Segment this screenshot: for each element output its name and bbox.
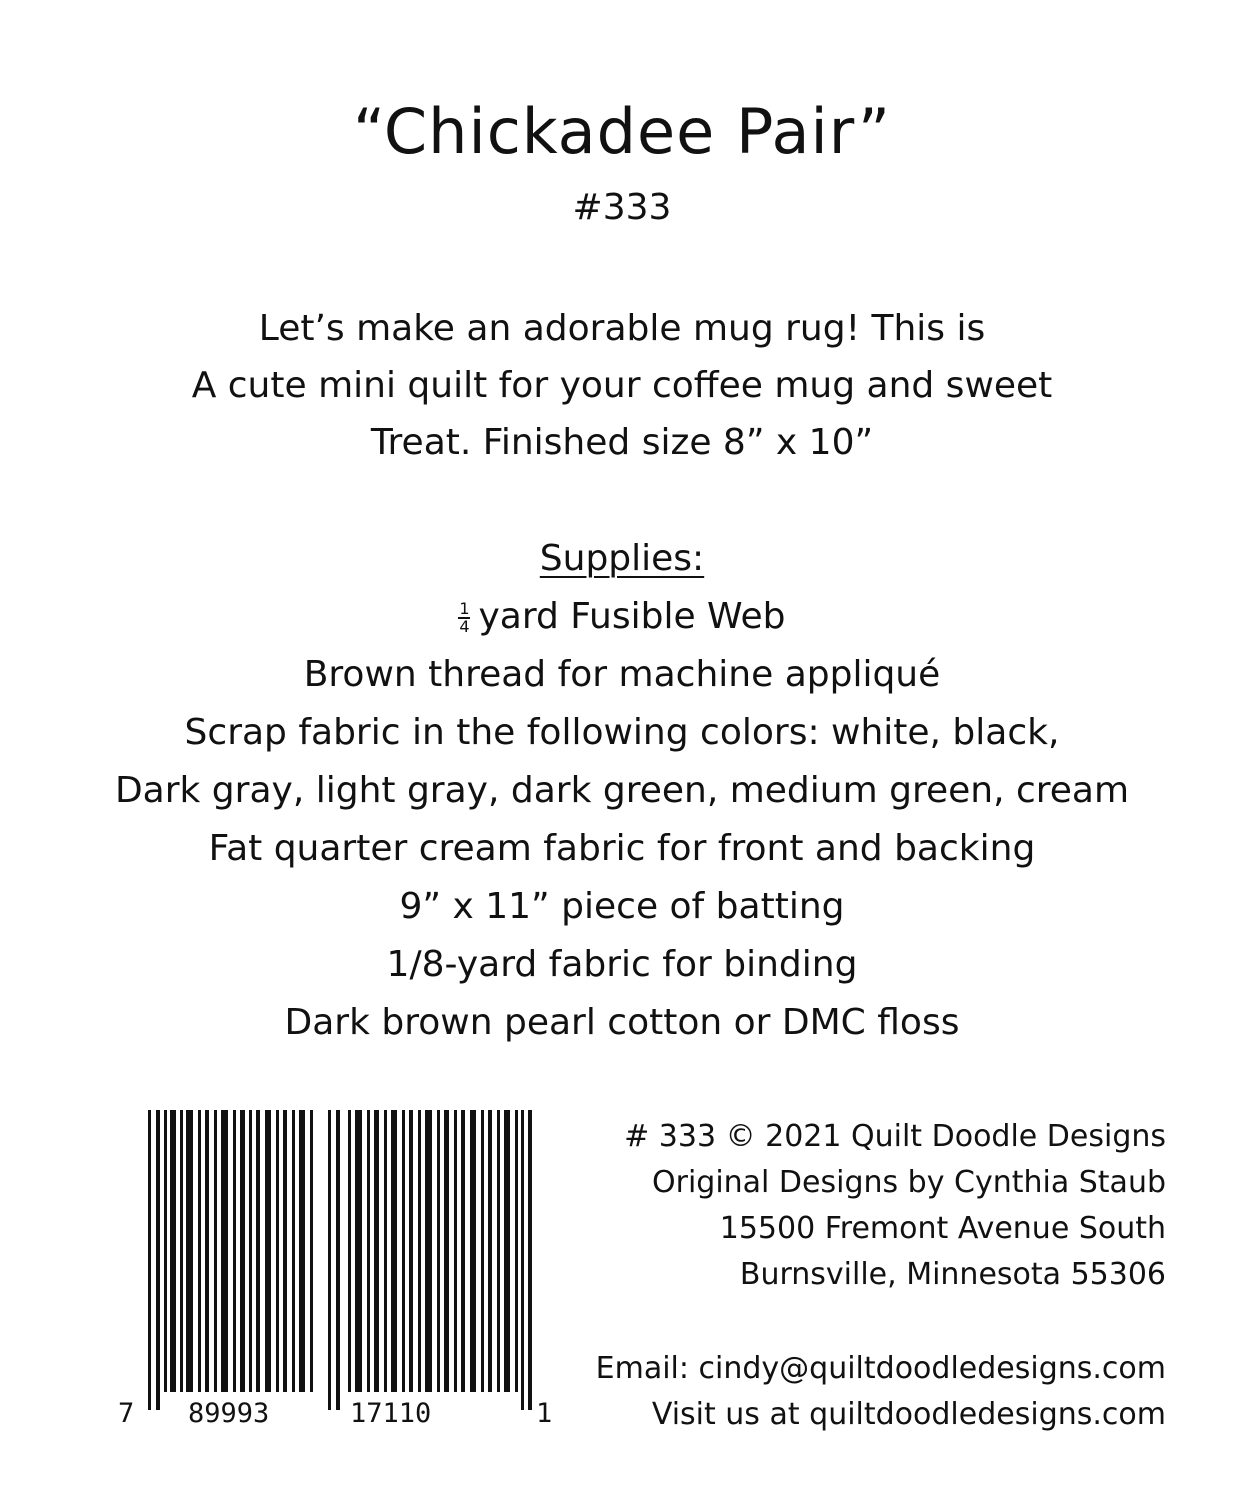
supply-item: [0, 588, 1244, 646]
barcode-guard-bar: [336, 1110, 340, 1410]
pattern-title: “Chickadee Pair”: [352, 95, 891, 168]
supply-item-text: yard Fusible Web: [478, 596, 786, 637]
barcode-digit-group: 89993: [188, 1398, 270, 1429]
supplies-list: [0, 530, 1244, 1052]
barcode-bar: [425, 1110, 432, 1392]
barcode-bar: [418, 1110, 421, 1392]
quarter-fraction: [458, 601, 470, 635]
barcode-bar: [461, 1110, 465, 1392]
barcode-bar: [198, 1110, 201, 1392]
barcode-bar: [164, 1110, 167, 1392]
publisher-line: Burnsville, Minnesota 55306: [739, 1257, 1166, 1292]
pattern-number: #333: [572, 187, 672, 228]
barcode-guard-bar: [521, 1110, 524, 1410]
barcode-bar: [409, 1110, 413, 1392]
barcode-digit-group: 1: [536, 1398, 553, 1429]
barcode-bar: [249, 1110, 252, 1392]
barcode-bar: [488, 1110, 492, 1392]
barcode-bar: [355, 1110, 362, 1392]
barcode-bar: [265, 1110, 271, 1392]
barcode-bar: [256, 1110, 260, 1392]
barcode-bar: [221, 1110, 228, 1392]
barcode-bar: [310, 1110, 313, 1392]
barcode-bars: [148, 1110, 532, 1410]
barcode-bar: [240, 1110, 245, 1392]
supply-item: Scrap fabric in the following colors: white, black,: [184, 712, 1060, 753]
barcode: [118, 1110, 558, 1432]
supply-item: 1/8-yard fabric for binding: [386, 944, 858, 985]
barcode-bar: [292, 1110, 295, 1392]
barcode-bar: [180, 1110, 183, 1392]
barcode-bar: [470, 1110, 476, 1392]
fraction-denominator: 4: [459, 617, 470, 636]
barcode-bar: [283, 1110, 287, 1392]
supply-item: 9” x 11” piece of batting: [399, 886, 845, 927]
barcode-bar: [402, 1110, 405, 1392]
barcode-digits: [118, 1398, 552, 1429]
publisher-line: # 333 © 2021 Quilt Doodle Designs: [624, 1119, 1166, 1154]
barcode-bar: [437, 1110, 440, 1392]
barcode-bar: [374, 1110, 379, 1392]
barcode-bar: [481, 1110, 484, 1392]
email-line: Email: cindy@quiltdoodledesigns.com: [595, 1351, 1166, 1386]
supply-item: Fat quarter cream fabric for front and backing: [208, 828, 1036, 869]
barcode-guard-bar: [156, 1110, 160, 1410]
supply-item: Dark brown pearl cotton or DMC floss: [284, 1002, 960, 1043]
publisher-info: [546, 1114, 1166, 1298]
supply-item: Dark gray, light gray, dark green, medium green, cream: [114, 770, 1130, 811]
barcode-digit-group: 17110: [350, 1398, 432, 1429]
barcode-bar: [515, 1110, 518, 1392]
publisher-line: 15500 Fremont Avenue South: [719, 1211, 1166, 1246]
barcode-bar: [504, 1110, 510, 1392]
barcode-bar: [205, 1110, 209, 1392]
barcode-bar: [454, 1110, 457, 1392]
supplies-heading: Supplies:: [539, 538, 705, 579]
description-line: Let’s make an adorable mug rug! This is: [258, 308, 986, 349]
description-line: Treat. Finished size 8” x 10”: [370, 422, 874, 463]
barcode-bar: [391, 1110, 397, 1392]
barcode-bar: [276, 1110, 279, 1392]
barcode-bar: [299, 1110, 305, 1392]
barcode-graphic: [118, 1110, 558, 1432]
barcode-bar: [348, 1110, 351, 1392]
barcode-bar: [170, 1110, 176, 1392]
barcode-guard-bar: [148, 1110, 151, 1410]
barcode-bar: [233, 1110, 236, 1392]
barcode-bar: [214, 1110, 217, 1392]
barcode-bar: [497, 1110, 500, 1392]
barcode-bar: [384, 1110, 387, 1392]
fraction-numerator: 1: [459, 599, 470, 618]
pattern-description: [0, 300, 1244, 471]
publisher-line: Original Designs by Cynthia Staub: [652, 1165, 1166, 1200]
website-line: Visit us at quiltdoodledesigns.com: [651, 1397, 1166, 1432]
barcode-guard-bar: [328, 1110, 331, 1410]
contact-info: [526, 1346, 1166, 1438]
barcode-bar: [444, 1110, 449, 1392]
supply-item: Brown thread for machine appliqué: [303, 654, 941, 695]
barcode-bar: [367, 1110, 370, 1392]
barcode-digit-group: 7: [118, 1398, 135, 1429]
description-line: A cute mini quilt for your coffee mug and sweet: [191, 365, 1053, 406]
barcode-bar: [186, 1110, 193, 1392]
